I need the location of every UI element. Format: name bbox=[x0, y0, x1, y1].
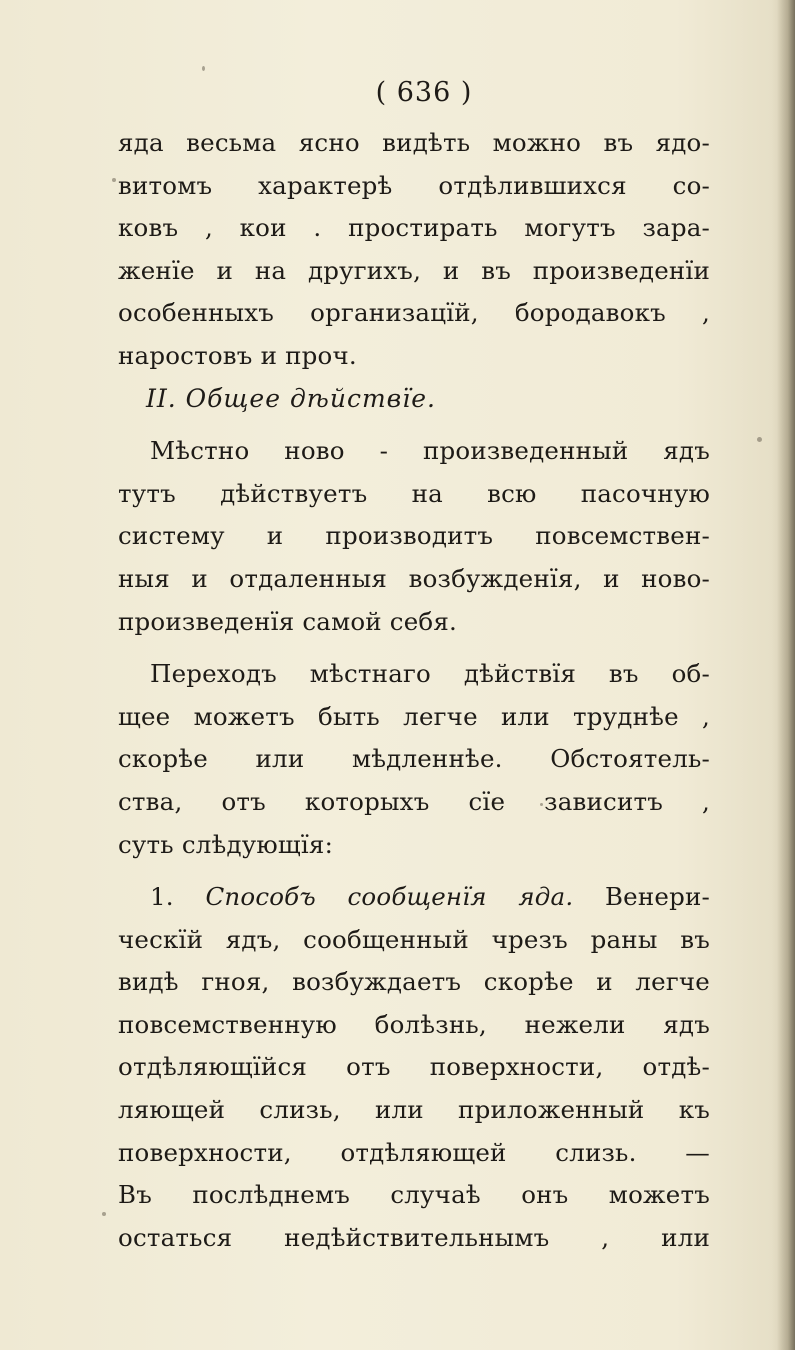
text-line: витомъ характерѣ отдѣлившихся со- bbox=[118, 170, 710, 200]
text-fragment: Венери- bbox=[604, 882, 710, 912]
paragraph-2 bbox=[118, 430, 710, 643]
text-line: произведенїя самой себя. bbox=[118, 606, 458, 636]
text-line: суть слѣдующїя: bbox=[118, 829, 334, 859]
text-line: отдѣляющїйся отъ поверхности, отдѣ- bbox=[118, 1052, 710, 1082]
paper-speck bbox=[202, 66, 205, 71]
paper-speck bbox=[102, 1212, 106, 1216]
subsection-title: Способъ сообщенїя яда. bbox=[205, 882, 574, 912]
text-line: повсемственную болѣзнь, нежели ядъ bbox=[118, 1009, 710, 1039]
paper-speck bbox=[757, 437, 762, 442]
text-line: щее можетъ быть легче или труднѣе , bbox=[118, 701, 710, 731]
text-line: остаться недѣйствительнымъ , или bbox=[118, 1222, 710, 1252]
text-line: систему и производитъ повсемствен- bbox=[118, 521, 710, 551]
text-line: видѣ гноя, возбуждаетъ скорѣе и легче bbox=[118, 967, 710, 997]
paper-speck bbox=[112, 178, 116, 182]
page-number: ( 636 ) bbox=[375, 77, 473, 108]
paragraph-1 bbox=[118, 122, 710, 378]
text-line: ческїй ядъ, сообщенный чрезъ раны въ bbox=[118, 924, 710, 954]
text-line: Мѣстно ново - произведенный ядъ bbox=[150, 436, 710, 466]
text-line: Переходъ мѣстнаго дѣйствїя въ об- bbox=[150, 659, 710, 689]
text-line: ляющей слизь, или приложенный къ bbox=[118, 1095, 710, 1125]
text-line: скорѣе или мѣдленнѣе. Обстоятель- bbox=[118, 744, 710, 774]
page-binding-shadow bbox=[777, 0, 795, 1350]
spacer bbox=[118, 643, 710, 653]
spacer bbox=[118, 420, 710, 430]
paragraph-3 bbox=[118, 653, 710, 866]
text-line: ковъ , кои . простирать могутъ зара- bbox=[118, 213, 710, 243]
text-line: яда весьма ясно видѣть можно въ ядо- bbox=[118, 128, 710, 157]
text-line: поверхности, отдѣляющей слизь. — bbox=[118, 1137, 710, 1167]
text-line: женїе и на другихъ, и въ произведенїи bbox=[118, 255, 710, 285]
list-number: 1. bbox=[150, 882, 174, 912]
text-block bbox=[118, 72, 710, 1259]
text-line: тутъ дѣйствуетъ на всю пасочную bbox=[118, 478, 710, 508]
text-line: ныя и отдаленныя возбужденїя, и ново- bbox=[118, 563, 710, 593]
text-line: Въ послѣднемъ случаѣ онъ можетъ bbox=[118, 1180, 710, 1210]
paragraph-4 bbox=[118, 876, 710, 1259]
section-heading: II. Общее дѣйствїе. bbox=[146, 383, 436, 413]
text-line: особенныхъ организацїй, бородавокъ , bbox=[118, 298, 710, 328]
text-line: ства, отъ которыхъ сїе зависитъ , bbox=[118, 786, 710, 816]
text-line: наростовъ и проч. bbox=[118, 340, 357, 370]
text-line bbox=[118, 876, 710, 919]
spacer bbox=[118, 866, 710, 876]
